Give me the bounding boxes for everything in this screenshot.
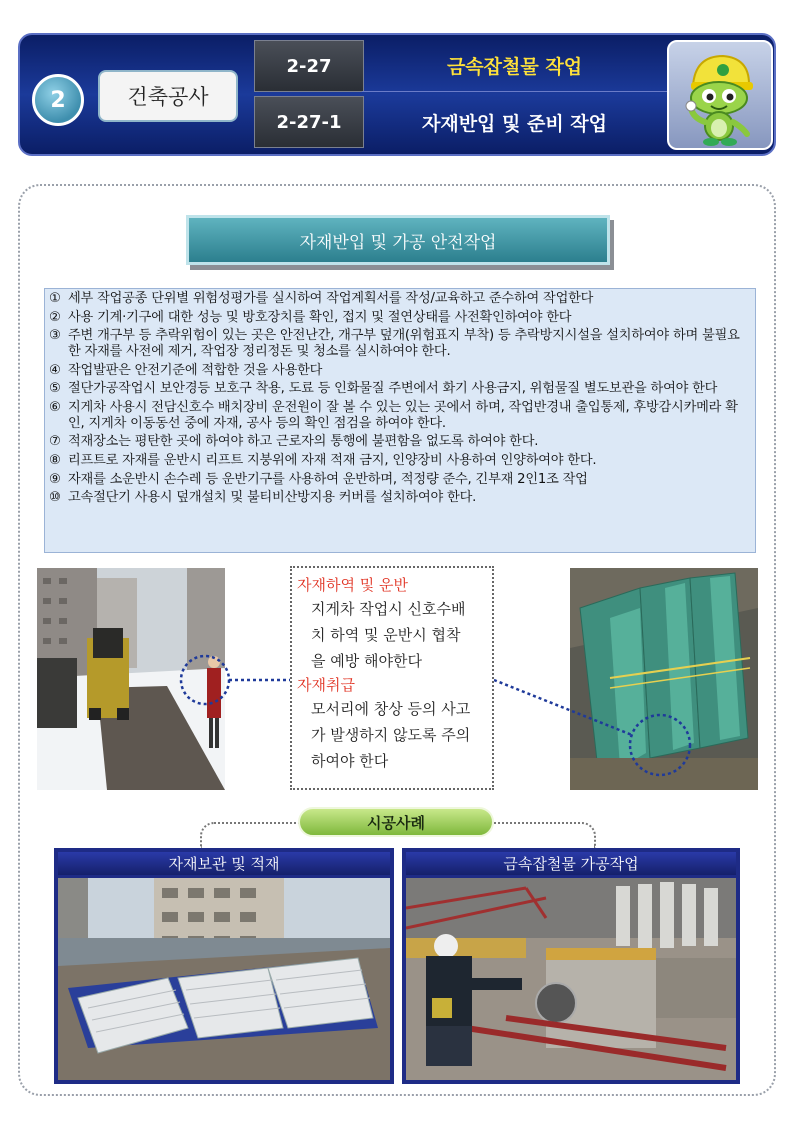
list-item: ⑨ 자재를 소운반시 손수레 등 운반기구를 사용하여 운반하며, 적정량 준수, 긴부재 2인1조 작업: [49, 471, 588, 487]
list-item: ⑤ 절단가공작업시 보안경등 보호구 착용, 도료 등 인화물질 주변에서 화기 사용금지, 위험물질 별도보관을 하여야 한다: [49, 381, 718, 397]
callout-text: 하여야 한다: [311, 752, 389, 770]
main-topic-title: 금속잡철물 작업: [362, 40, 667, 92]
section-number-badge: 2: [32, 74, 84, 126]
list-item: ⑩ 고속절단기 사용시 덮개설치 및 불티비산방지용 커버를 설치하여야 한다.: [49, 490, 477, 506]
list-item: ⑥ 지게차 사용시 전담신호수 배치장비 운전원이 잘 볼 수 있는 있는 곳에서 하며, 작업반경내 출입통제, 후방감시카메라 확인, 지게차 이동동선 중에 자재, 공사 등의 확인 점검을 하여야 한다.: [49, 400, 738, 431]
code-cell-main: 2-27: [254, 40, 364, 92]
callout-heading: 자재취급: [297, 676, 355, 694]
section-name-label: 건축공사: [98, 70, 238, 122]
callout-text: 을 예방 해야한다: [311, 652, 422, 670]
case-fabrication-caption: 금속잡철물 가공작업: [406, 852, 736, 875]
fabrication-photo: [406, 878, 736, 1080]
code-cell-sub: 2-27-1: [254, 96, 364, 148]
helmet-mascot-icon: [667, 40, 773, 150]
sub-topic-title: 자재반입 및 준비 작업: [421, 112, 608, 135]
callout-text: 지게차 작업시 신호수배: [311, 600, 466, 618]
forklift-photo: [37, 568, 225, 790]
list-item: ⑦ 적재장소는 평탄한 곳에 하여야 하고 근로자의 통행에 불편함을 없도록 하여야 한다.: [49, 434, 539, 450]
list-item: ① 세부 작업공종 단위별 위험성평가를 실시하여 작업계획서를 작성/교육하고 준수하여 작업한다: [49, 291, 594, 306]
steel-beam-photo: [570, 568, 758, 790]
callout-text: 가 발생하지 않도록 주의: [311, 726, 471, 744]
list-item: ④ 작업발판은 안전기준에 적합한 것을 사용한다: [49, 362, 323, 378]
handling-callout: [290, 566, 494, 790]
list-item: ② 사용 기계·기구에 대한 성능 및 방호장치를 확인, 접지 및 절연상태를 사전확인하여야 한다: [49, 309, 572, 325]
case-storage: [54, 848, 394, 1084]
list-item: ⑧ 리프트로 자재를 운반시 리프트 지붕위에 자재 적재 금지, 인양장비 사용하여 인양하여야 한다.: [49, 453, 597, 468]
list-item: ③ 주변 개구부 등 추락위험이 있는 곳은 안전난간, 개구부 덮개(위험표지 부착) 등 추락방지시설을 설치하여야 하며 불필요한 자재를 사전에 제거, 작업장 정리정돈 및 청소를 실시하여야 한다.: [49, 328, 740, 359]
safety-rules-list: [44, 288, 756, 553]
section-title: 자재반입 및 가공 안전작업: [186, 215, 610, 265]
case-fabrication: [402, 848, 740, 1084]
callout-text: 모서리에 창상 등의 사고: [311, 700, 471, 718]
case-label: 시공사례: [298, 807, 494, 837]
callout-heading: 자재하역 및 운반: [297, 576, 408, 594]
case-storage-caption: 자재보관 및 적재: [58, 852, 390, 875]
storage-photo: [58, 878, 390, 1080]
callout-text: 치 하역 및 운반시 협착: [311, 626, 461, 644]
